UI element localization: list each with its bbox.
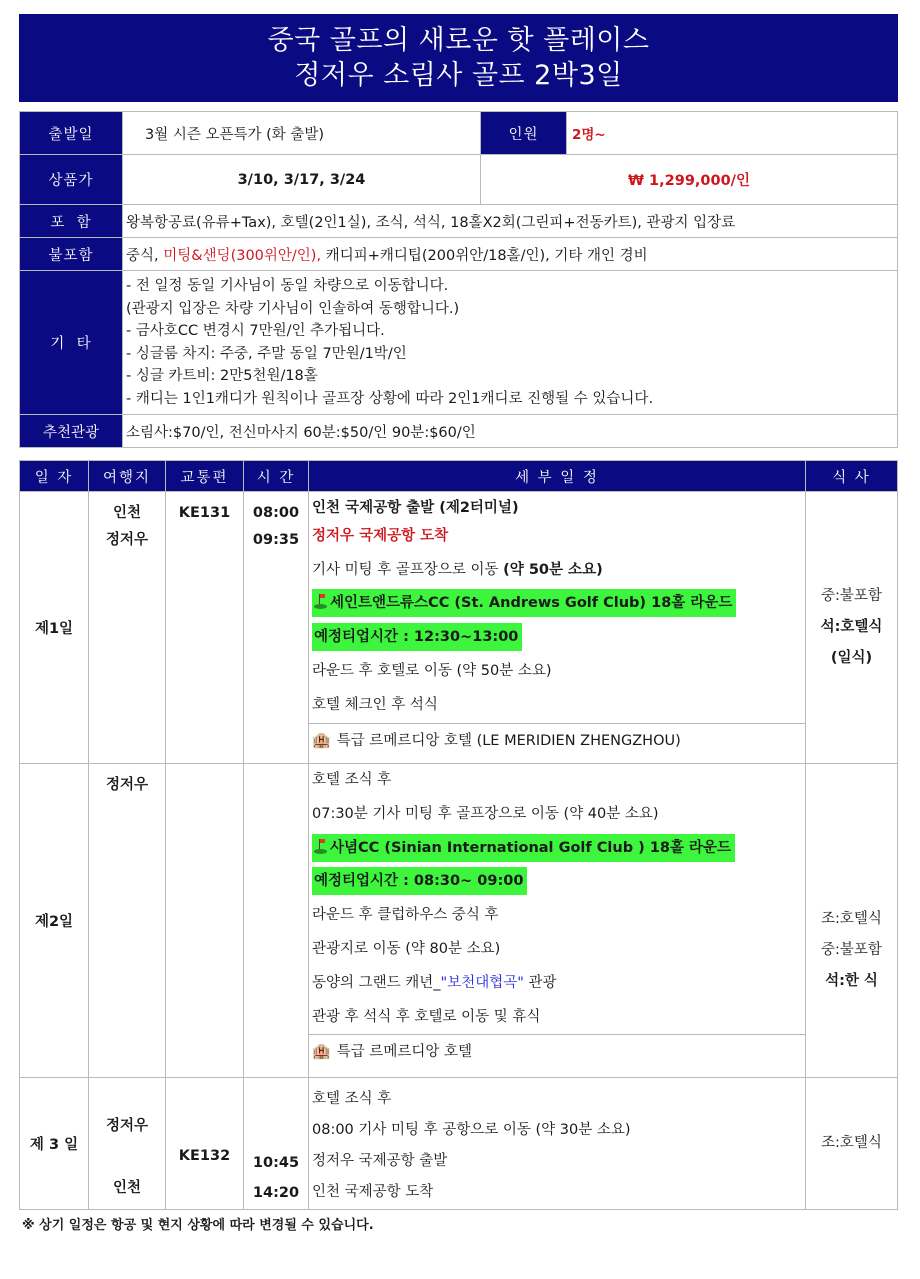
departure-label: 출발일 [20, 112, 123, 155]
exclude-suffix: 캐디피+캐디팁(200위안/18홀/인), 기타 개인 경비 [321, 247, 648, 264]
meal: (일식) [830, 650, 873, 666]
golf-course-name: 세인트앤드류스CC (St. Andrews Golf Club) 18홀 라운드 [330, 595, 733, 612]
detail-line: 정저우 국제공항 도착 [312, 527, 449, 544]
destination: 정저우 [105, 777, 149, 793]
time-cell [244, 764, 309, 1078]
etc-notes [123, 271, 898, 415]
golf-course-highlight [312, 834, 735, 862]
flight-cell [166, 764, 244, 1078]
meal: 중:불포함 [821, 942, 882, 958]
etc-note: - 금사호CC 변경시 7만원/인 추가됩니다. [126, 323, 385, 339]
exclude-label: 불포함 [20, 238, 123, 271]
destination: 인천 [112, 505, 141, 521]
golf-flag-icon [314, 594, 328, 609]
detail-line: 정저우 국제공항 출발 [312, 1153, 448, 1169]
day-label: 제 3 일 [20, 1078, 89, 1210]
destination: 정저우 [105, 1118, 149, 1134]
meals-cell [806, 492, 898, 764]
flight-number: KE131 [178, 505, 231, 521]
detail-cell [309, 764, 806, 1078]
price-dates: 3/10, 3/17, 3/24 [123, 155, 481, 205]
meal: 석:호텔식 [820, 619, 883, 635]
flight-number: KE132 [178, 1148, 231, 1164]
detail-text: 동양의 그랜드 캐년_ [312, 974, 441, 991]
title-line-1: 중국 골프의 새로운 핫 플레이스 [267, 25, 650, 56]
meal: 석:한 식 [825, 973, 878, 989]
disclaimer-note: ※ 상기 일정은 항공 및 현지 상황에 따라 변경될 수 있습니다. [22, 1218, 374, 1233]
hotel-line [309, 723, 805, 757]
hotel-name: 특급 르메르디앙 호텔 [336, 1044, 472, 1061]
etc-note: - 전 일정 동일 기사님이 동일 차량으로 이동합니다. [126, 278, 449, 294]
meal: 중:불포함 [821, 588, 882, 604]
detail-line: 호텔 체크인 후 석식 [312, 696, 438, 713]
detail-line [309, 621, 805, 655]
hotel-icon: 🏨 [312, 1042, 331, 1061]
header-meals: 식 사 [806, 461, 898, 492]
product-info-table [19, 111, 898, 448]
etc-note: - 싱글룸 차지: 주중, 주말 동일 7만원/1박/인 [126, 345, 407, 362]
tour-value: 소림사:$70/인, 전신마사지 60분:$50/인 90분:$60/인 [123, 415, 898, 448]
etc-note: - 싱글 카트비: 2만5천원/18홀 [126, 368, 318, 384]
detail-line: 라운드 후 클럽하우스 중식 후 [312, 907, 499, 924]
header-destination: 여행지 [89, 461, 166, 492]
detail-line [309, 967, 805, 1001]
detail-line: 관광 후 석식 후 호텔로 이동 및 휴식 [312, 1008, 541, 1025]
detail-line [309, 587, 805, 621]
time: 14:20 [252, 1185, 300, 1201]
destination: 인천 [112, 1180, 141, 1196]
detail-line [309, 554, 805, 588]
hotel-line [309, 1034, 805, 1068]
detail-line: 관광지로 이동 (약 80분 소요) [312, 940, 501, 957]
meals-cell [806, 1078, 898, 1210]
exclude-prefix: 중식, [126, 247, 164, 264]
flight-cell [166, 492, 244, 764]
meal: 조:호텔식 [821, 1135, 882, 1151]
itinerary-table [19, 460, 898, 1210]
destination-cell [89, 764, 166, 1078]
itinerary-header-row [20, 461, 898, 492]
time-cell [244, 492, 309, 764]
day-row-1 [20, 492, 898, 764]
time: 08:00 [252, 505, 300, 521]
etc-label: 기 타 [20, 271, 123, 415]
destination: 정저우 [105, 532, 149, 548]
header-detail: 세 부 일 정 [309, 461, 806, 492]
header-date: 일 자 [20, 461, 89, 492]
golf-course-name: 사념CC (Sinian International Golf Club ) 18홀 라운드 [330, 839, 732, 856]
include-label: 포 함 [20, 205, 123, 238]
flight-cell [166, 1078, 244, 1210]
time: 09:35 [252, 532, 300, 548]
exclude-meeting-sending: 미팅&샌딩(300위안/인), [163, 247, 322, 264]
detail-text: 관광 [523, 974, 557, 991]
include-value: 왕복항공료(유류+Tax), 호텔(2인1실), 조식, 석식, 18홀X2회(그린피+전동카트), 관광지 입장료 [123, 205, 898, 238]
meals-cell [806, 764, 898, 1078]
day-row-2 [20, 764, 898, 1078]
detail-text: 기사 미팅 후 골프장으로 이동 [312, 561, 504, 578]
detail-duration: (약 50분 소요) [503, 561, 603, 578]
people-value: 2명~ [567, 112, 898, 155]
detail-line: 08:00 기사 미팅 후 공항으로 이동 (약 30분 소요) [312, 1122, 631, 1138]
detail-line: 호텔 조식 후 [312, 772, 392, 788]
detail-line [309, 865, 805, 899]
meal: 조:호텔식 [821, 911, 882, 927]
tour-label: 추천관광 [20, 415, 123, 448]
etc-note: (관광지 입장은 차량 기사님이 인솔하여 동행합니다.) [126, 300, 460, 317]
golf-course-highlight [312, 589, 736, 617]
hotel-name: 특급 르메르디앙 호텔 (LE MERIDIEN ZHENGZHOU) [336, 732, 681, 749]
detail-line: 라운드 후 호텔로 이동 (약 50분 소요) [312, 662, 552, 679]
destination-cell [89, 492, 166, 764]
detail-line: 호텔 조식 후 [312, 1091, 392, 1107]
time-cell [244, 1078, 309, 1210]
time: 10:45 [252, 1155, 300, 1171]
title-banner [19, 14, 898, 102]
detail-line: 인천 국제공항 출발 (제2터미널) [312, 500, 519, 516]
etc-note: - 캐디는 1인1캐디가 원칙이나 골프장 상황에 따라 2인1캐디로 진행될 수 있습니다. [126, 390, 654, 407]
tee-time-highlight: 예정티업시간 : 12:30~13:00 [312, 623, 522, 651]
day-label: 제1일 [20, 492, 89, 764]
exclude-value [123, 238, 898, 271]
detail-line: 인천 국제공항 도착 [312, 1184, 434, 1200]
detail-cell [309, 1078, 806, 1210]
day-row-3 [20, 1078, 898, 1210]
detail-cell [309, 492, 806, 764]
detail-line: 07:30분 기사 미팅 후 골프장으로 이동 (약 40분 소요) [312, 805, 659, 822]
destination-cell [89, 1078, 166, 1210]
detail-line [309, 832, 805, 866]
hotel-icon: 🏨 [312, 730, 331, 749]
departure-value: 3월 시즌 오픈특가 (화 출발) [123, 112, 481, 155]
title-line-2: 정저우 소림사 골프 2박3일 [294, 60, 623, 91]
price-value: ₩ 1,299,000/인 [481, 155, 898, 205]
tee-time-highlight: 예정티업시간 : 08:30~ 09:00 [312, 867, 527, 895]
header-transport: 교통편 [166, 461, 244, 492]
day-label: 제2일 [20, 764, 89, 1078]
header-time: 시 간 [244, 461, 309, 492]
golf-flag-icon [314, 839, 328, 854]
price-label: 상품가 [20, 155, 123, 205]
people-label: 인원 [481, 112, 567, 155]
attraction-name: "보천대협곡" [440, 974, 524, 991]
